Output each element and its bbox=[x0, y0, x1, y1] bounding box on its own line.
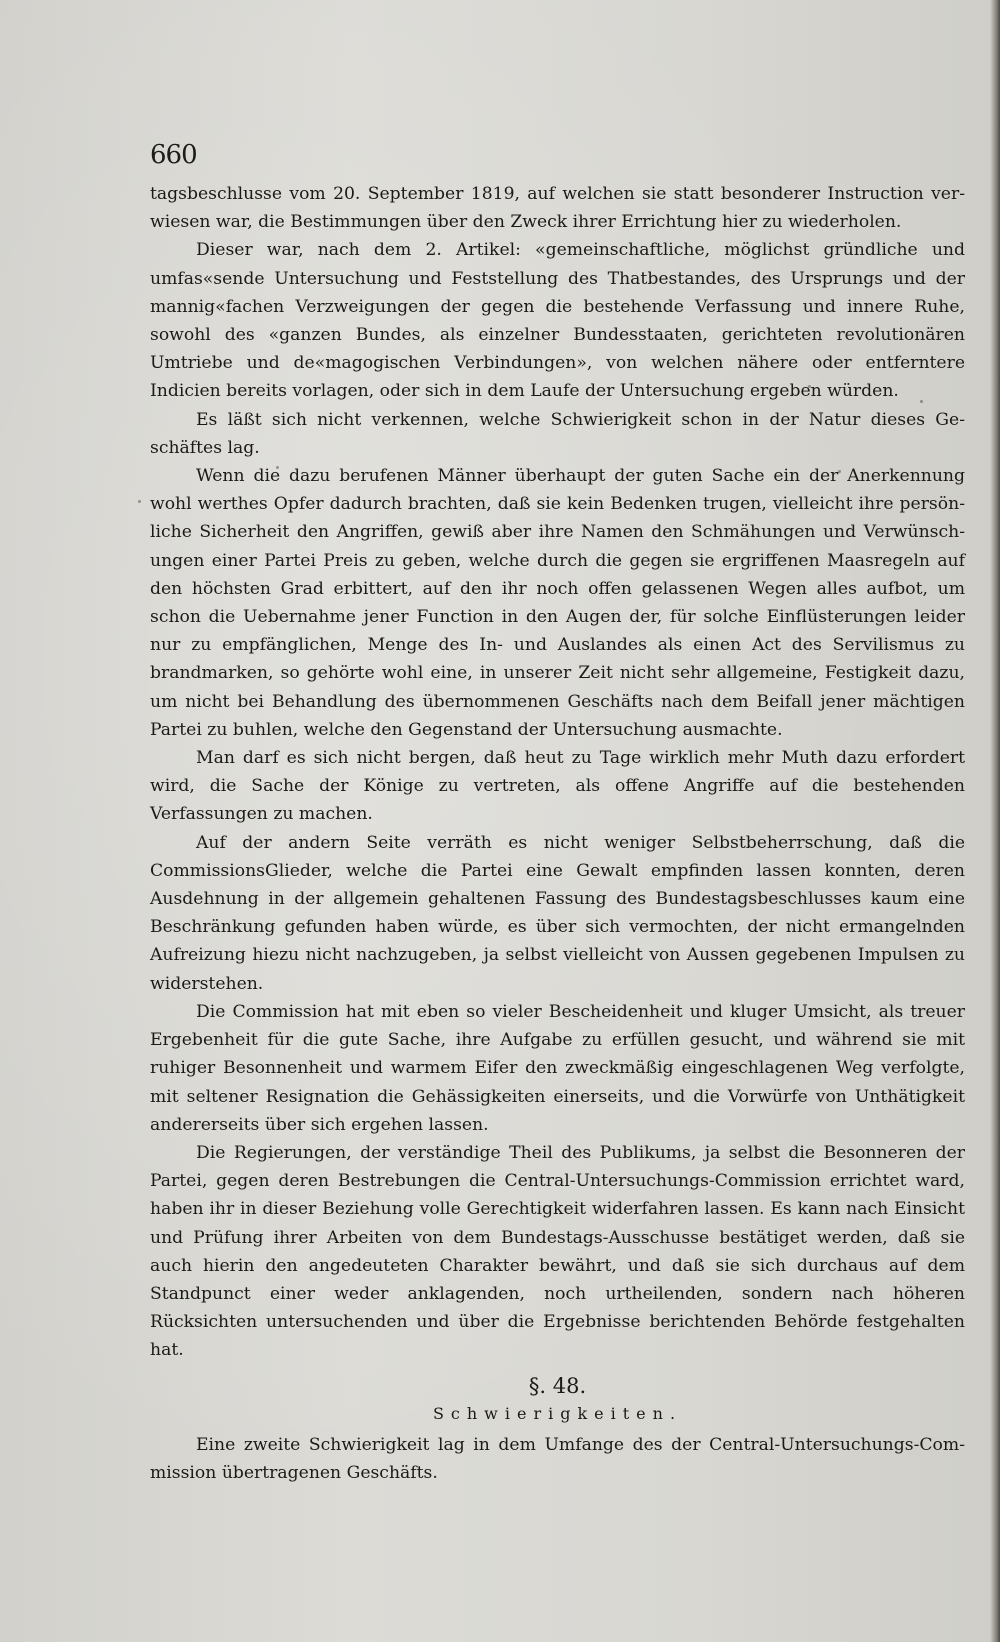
paragraph-8: Die Regierungen, der verständige Theil des Publikums, ja selbst die Besonneren der Partei, gegen deren Bestrebungen die Central-Untersuchungs-Commission errichtet ward, haben ihr in dieser Beziehung volle Gerechtigkeit widerfahren lassen. Es kann nach Einsicht und Prüfung ihrer Arbeiten von dem Bundestags-Ausschusse bestätiget werden, daß sie auch hierin den angedeuteten Charakter bewährt, und daß sie sich durchaus auf dem Standpunct einer weder anklagenden, noch urtheilenden, sondern nach höheren Rücksichten untersuchenden und über die Ergebnisse berichtenden Behörde festgehalten hat. bbox=[150, 1142, 965, 1361]
page-edge-shadow bbox=[990, 0, 1000, 1642]
paper-speck bbox=[838, 470, 841, 473]
paragraph-2: Dieser war, nach dem 2. Artikel: «gemeinschaftliche, möglichst gründliche und umfas«sende Untersuchung und Feststellung des Thatbestandes, des Ursprungs und der mannig«fachen Verzweigungen der gegen die bestehende Verfassung und innere Ruhe, sowohl des «ganzen Bundes, als einzelner Bundesstaaten, gerichteten revolutionären Umtriebe und de«magogischen Verbindungen», von welchen nähere oder entferntere Indicien bereits vorlagen, oder sich in dem Laufe der Untersuchung ergeben würden. bbox=[150, 240, 965, 402]
paper-speck bbox=[138, 500, 141, 503]
paragraph-6: Auf der andern Seite verräth es nicht weniger Selbstbeherrschung, daß die CommissionsGlieder, welche die Partei eine Gewalt empfinden lassen konnten, deren Ausdehnung in der allgemein gehaltenen Fassung des Bundestagsbeschlusses kaum eine Beschränkung gefunden haben würde, es über sich vermochten, der nicht ermangelnden Aufreizung hiezu nicht nachzugeben, ja selbst vielleicht von Aussen gegebenen Impulsen zu widerstehen. bbox=[150, 832, 965, 994]
section-heading: §. 48. bbox=[528, 1373, 587, 1398]
paragraph-3: Es läßt sich nicht verkennen, welche Schwierigkeit schon in der Natur dieses Geschäftes lag. bbox=[150, 409, 965, 458]
body-text bbox=[150, 180, 965, 1487]
section-subheading: Schwierigkeiten. bbox=[432, 1403, 683, 1423]
paragraph-7: Die Commission hat mit eben so vieler Bescheidenheit und kluger Umsicht, als treuer Ergebenheit für die gute Sache, ihre Aufgabe zu erfüllen gesucht, und während sie mit ruhiger Besonnenheit und warmem Eifer den zweckmäßig eingeschlagenen Weg verfolgte, mit seltener Resignation die Gehässigkeiten einerseits, und die Vorwürfe von Unthätigkeit andererseits über sich ergehen lassen. bbox=[150, 1001, 965, 1135]
paper-speck bbox=[920, 400, 923, 403]
paper-speck bbox=[808, 385, 811, 388]
paragraph-5: Man darf es sich nicht bergen, daß heut zu Tage wirklich mehr Muth dazu erfordert wird, die Sache der Könige zu vertreten, als offene Angriffe auf die bestehenden Verfassungen zu machen. bbox=[150, 748, 965, 825]
paragraph-4: Wenn die dazu berufenen Männer überhaupt der guten Sache ein der Anerkennung wohl werthes Opfer dadurch brachten, daß sie kein Bedenken trugen, vielleicht ihre persönliche Sicherheit den Angriffen, gewiß aber ihre Namen den Schmähungen und Verwünschungen einer Partei Preis zu geben, welche durch die gegen sie ergriffenen Maasregeln auf den höchsten Grad erbittert, auf den ihr noch offen gelassenen Wegen alles aufbot, um schon die Uebernahme jener Function in den Augen der, für solche Einflüsterungen leider nur zu empfänglichen, Menge des In- und Auslandes als einen Act des Servilismus zu brandmarken, so gehörte wohl eine, in unserer Zeit nicht sehr allgemeine, Festigkeit dazu, um nicht bei Behandlung des übernommenen Geschäfts nach dem Beifall jener mächtigen Partei zu buhlen, welche den Gegenstand der Untersuchung ausmachte. bbox=[150, 466, 965, 740]
section-paragraph: Eine zweite Schwierigkeit lag in dem Umfange des der Central-Untersuchungs-Commission übertragenen Geschäfts. bbox=[150, 1434, 965, 1483]
page-number: 660 bbox=[150, 140, 197, 170]
paper-speck bbox=[276, 466, 279, 469]
paragraph-1: tagsbeschlusse vom 20. September 1819, auf welchen sie statt besonderer Instruction verwiesen war, die Bestimmungen über den Zweck ihrer Errichtung hier zu wiederholen. bbox=[150, 184, 965, 233]
